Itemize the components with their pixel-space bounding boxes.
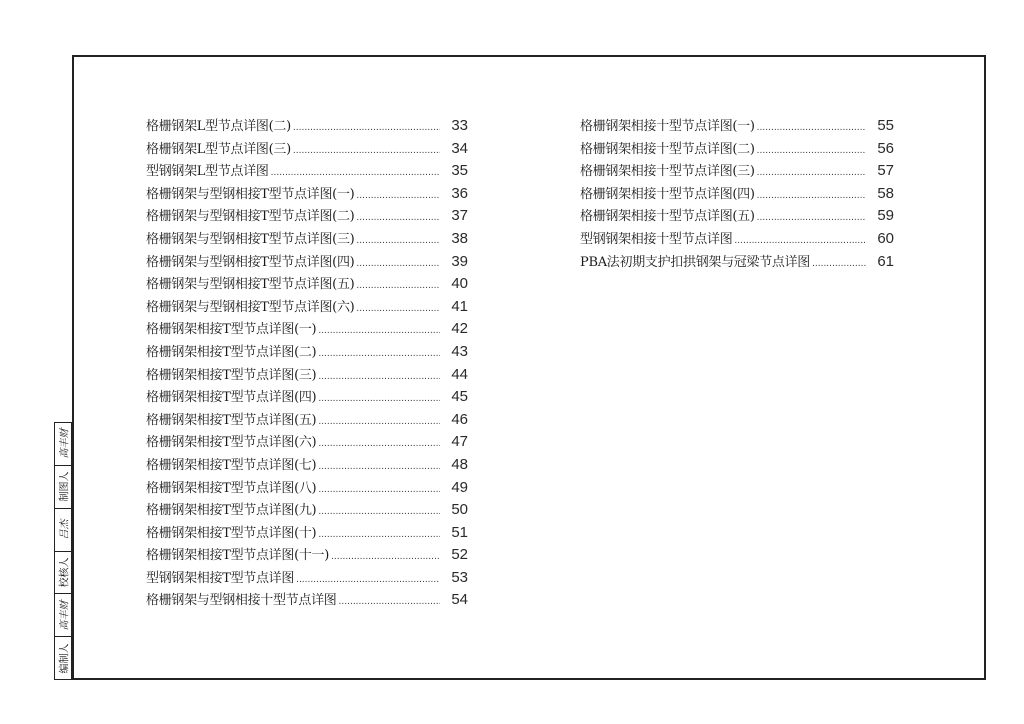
toc-entry bbox=[580, 115, 894, 138]
toc-entry-page-number: 34 bbox=[451, 139, 468, 157]
toc-entry bbox=[146, 499, 468, 522]
handwritten-signature: 高丰财 bbox=[59, 428, 71, 459]
toc-entry-title: 型钢钢架L型节点详图 bbox=[146, 164, 269, 180]
toc-entry bbox=[146, 228, 468, 251]
toc-entry-title: 格栅钢架相接T型节点详图(二) bbox=[146, 344, 317, 360]
toc-entry bbox=[146, 205, 468, 228]
toc-entry-title: 格栅钢架相接十型节点详图(四) bbox=[580, 186, 755, 202]
toc-entry bbox=[146, 138, 468, 161]
toc-entry-page-number: 57 bbox=[877, 162, 894, 180]
dot-leader bbox=[331, 546, 440, 569]
toc-entry-page-number: 48 bbox=[451, 455, 468, 473]
toc-entry bbox=[146, 341, 468, 364]
dot-leader bbox=[339, 591, 440, 614]
handwritten-signature: 吕杰 bbox=[59, 519, 71, 540]
dot-leader bbox=[318, 411, 440, 434]
dot-leader bbox=[293, 140, 440, 163]
dot-leader bbox=[356, 298, 440, 321]
dot-leader bbox=[318, 479, 440, 502]
dot-leader bbox=[318, 320, 440, 343]
dot-leader bbox=[757, 117, 866, 140]
toc-entry-page-number: 61 bbox=[877, 252, 894, 270]
signature-cell bbox=[55, 593, 71, 636]
signature-strip bbox=[54, 422, 72, 680]
toc-entry bbox=[146, 522, 468, 545]
toc-entry-title: 格栅钢架相接T型节点详图(四) bbox=[146, 390, 317, 406]
toc-entry-title: 格栅钢架相接十型节点详图(五) bbox=[580, 209, 755, 225]
toc-entry bbox=[146, 431, 468, 454]
signature-label-cell bbox=[55, 636, 71, 679]
toc-entry bbox=[146, 544, 468, 567]
toc-entry bbox=[146, 589, 468, 612]
toc-entry-title: 格栅钢架与型钢相接T型节点详图(三) bbox=[146, 231, 355, 247]
toc-entry-title: 格栅钢架与型钢相接T型节点详图(一) bbox=[146, 186, 355, 202]
toc-entry-page-number: 42 bbox=[451, 320, 468, 338]
toc-entry-title: 格栅钢架相接T型节点详图(七) bbox=[146, 457, 317, 473]
toc-entry-page-number: 43 bbox=[451, 342, 468, 360]
dot-leader bbox=[318, 366, 440, 389]
toc-entry-page-number: 50 bbox=[451, 501, 468, 519]
toc-entry-page-number: 56 bbox=[877, 139, 894, 157]
dot-leader bbox=[757, 185, 866, 208]
toc-entry bbox=[146, 251, 468, 274]
toc-entry bbox=[146, 318, 468, 341]
toc-entry-title: 格栅钢架与型钢相接T型节点详图(五) bbox=[146, 277, 355, 293]
toc-entry-title: 格栅钢架相接十型节点详图(二) bbox=[580, 141, 755, 157]
toc-entry-page-number: 33 bbox=[451, 117, 468, 134]
toc-entry-title: 格栅钢架相接T型节点详图(十一) bbox=[146, 548, 330, 564]
toc-entry-page-number: 53 bbox=[451, 568, 468, 586]
toc-entry-page-number: 35 bbox=[451, 162, 468, 180]
toc-entry-title: 格栅钢架L型节点详图(三) bbox=[146, 141, 291, 157]
dot-leader bbox=[271, 162, 440, 185]
toc-entry bbox=[146, 477, 468, 500]
dot-leader bbox=[318, 501, 440, 524]
toc-entry bbox=[146, 183, 468, 206]
toc-entry-page-number: 60 bbox=[877, 229, 894, 247]
toc-entry-title: 型钢钢架相接十型节点详图 bbox=[580, 231, 733, 247]
signature-label: 编制人 bbox=[59, 643, 71, 674]
toc-entry-title: 格栅钢架相接T型节点详图(九) bbox=[146, 503, 317, 519]
dot-leader bbox=[296, 569, 440, 592]
toc-entry bbox=[146, 273, 468, 296]
toc-entry bbox=[146, 364, 468, 387]
toc-entry-title: 型钢钢架相接T型节点详图 bbox=[146, 570, 295, 586]
toc-column-right bbox=[580, 115, 894, 273]
toc-entry bbox=[580, 183, 894, 206]
dot-leader bbox=[293, 117, 440, 140]
toc-entry bbox=[580, 251, 894, 274]
toc-entry-page-number: 49 bbox=[451, 478, 468, 496]
dot-leader bbox=[757, 162, 866, 185]
toc-entry-page-number: 38 bbox=[451, 229, 468, 247]
dot-leader bbox=[812, 253, 866, 276]
signature-label: 制图人 bbox=[59, 471, 71, 502]
dot-leader bbox=[318, 388, 440, 411]
toc-entry bbox=[580, 205, 894, 228]
signature-label-cell bbox=[55, 551, 71, 594]
dot-leader bbox=[318, 433, 440, 456]
toc-entry bbox=[580, 138, 894, 161]
toc-column-left bbox=[146, 115, 468, 612]
toc-entry-title: 格栅钢架与型钢相接十型节点详图 bbox=[146, 593, 337, 609]
toc-entry bbox=[146, 567, 468, 590]
toc-entry-title: 格栅钢架相接十型节点详图(一) bbox=[580, 119, 755, 134]
toc-entry-page-number: 47 bbox=[451, 433, 468, 451]
toc-entry-page-number: 37 bbox=[451, 207, 468, 225]
toc-entry-page-number: 40 bbox=[451, 275, 468, 293]
toc-entry bbox=[580, 160, 894, 183]
toc-entry-title: 格栅钢架相接十型节点详图(三) bbox=[580, 164, 755, 180]
toc-entry-page-number: 52 bbox=[451, 546, 468, 564]
toc-entry bbox=[146, 386, 468, 409]
toc-entry-title: 格栅钢架相接T型节点详图(三) bbox=[146, 367, 317, 383]
dot-leader bbox=[757, 140, 866, 163]
toc-entry-title: 格栅钢架相接T型节点详图(一) bbox=[146, 322, 317, 338]
toc-entry-title: 格栅钢架相接T型节点详图(八) bbox=[146, 480, 317, 496]
toc-entry-page-number: 59 bbox=[877, 207, 894, 225]
toc-entry-page-number: 39 bbox=[451, 252, 468, 270]
signature-label: 校核人 bbox=[59, 557, 71, 588]
toc-entry-page-number: 54 bbox=[451, 591, 468, 609]
toc-entry bbox=[146, 454, 468, 477]
handwritten-signature: 高丰财 bbox=[59, 600, 71, 631]
dot-leader bbox=[757, 207, 866, 230]
signature-label-cell bbox=[55, 465, 71, 508]
toc-entry-page-number: 36 bbox=[451, 184, 468, 202]
signature-cell bbox=[55, 423, 71, 465]
toc-entry-title: PBA法初期支护扣拱钢架与冠梁节点详图 bbox=[580, 254, 810, 270]
toc-entry-page-number: 41 bbox=[451, 297, 468, 315]
toc-entry-page-number: 46 bbox=[451, 410, 468, 428]
dot-leader bbox=[318, 456, 440, 479]
dot-leader bbox=[356, 253, 440, 276]
dot-leader bbox=[734, 230, 866, 253]
toc-entry-title: 格栅钢架相接T型节点详图(十) bbox=[146, 525, 317, 541]
dot-leader bbox=[356, 207, 440, 230]
dot-leader bbox=[356, 230, 440, 253]
toc-entry-page-number: 55 bbox=[877, 117, 894, 134]
toc-entry-title: 格栅钢架与型钢相接T型节点详图(四) bbox=[146, 254, 355, 270]
toc-entry-page-number: 45 bbox=[451, 388, 468, 406]
dot-leader bbox=[318, 524, 440, 547]
dot-leader bbox=[356, 185, 440, 208]
toc-entry bbox=[146, 296, 468, 319]
toc-entry-page-number: 44 bbox=[451, 365, 468, 383]
dot-leader bbox=[318, 343, 440, 366]
signature-cell bbox=[55, 508, 71, 551]
toc-entry bbox=[146, 115, 468, 138]
toc-entry bbox=[146, 409, 468, 432]
toc-entry-page-number: 58 bbox=[877, 184, 894, 202]
toc-entry-title: 格栅钢架L型节点详图(二) bbox=[146, 119, 291, 134]
dot-leader bbox=[356, 275, 440, 298]
toc-entry-title: 格栅钢架与型钢相接T型节点详图(六) bbox=[146, 299, 355, 315]
toc-entry-title: 格栅钢架相接T型节点详图(五) bbox=[146, 412, 317, 428]
toc-entry-title: 格栅钢架相接T型节点详图(六) bbox=[146, 435, 317, 451]
toc-entry-page-number: 51 bbox=[451, 523, 468, 541]
toc-entry bbox=[580, 228, 894, 251]
toc-entry-title: 格栅钢架与型钢相接T型节点详图(二) bbox=[146, 209, 355, 225]
toc-entry bbox=[146, 160, 468, 183]
